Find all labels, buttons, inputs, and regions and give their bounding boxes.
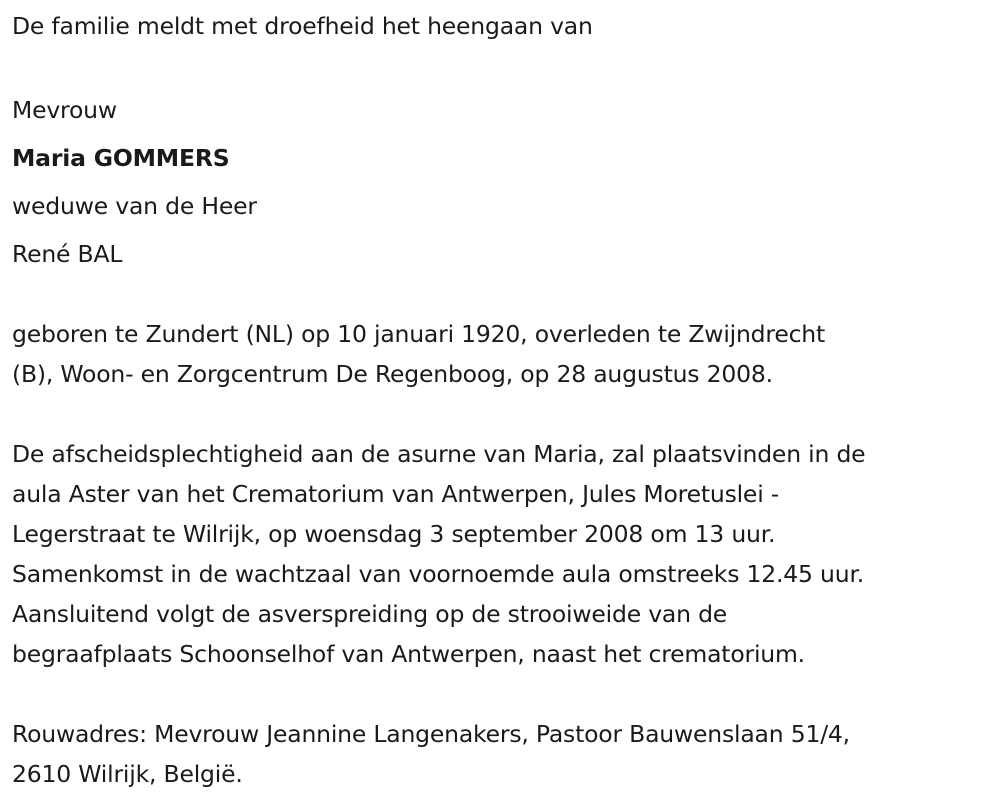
paragraph-line: aula Aster van het Crematorium van Antwerpen, Jules Moretuslei - xyxy=(12,480,780,508)
spacer xyxy=(12,674,992,714)
paragraph-line: (B), Woon- en Zorgcentrum De Regenboog, op 28 augustus 2008. xyxy=(12,360,773,388)
ceremony-paragraph xyxy=(12,434,992,674)
spacer xyxy=(12,46,992,86)
birth-death-paragraph xyxy=(12,314,992,394)
address-paragraph xyxy=(12,714,992,794)
spacer xyxy=(12,278,992,314)
deceased-name: Maria GOMMERS xyxy=(12,144,230,172)
paragraph-line: Rouwadres: Mevrouw Jeannine Langenakers, Pastoor Bauwenslaan 51/4, xyxy=(12,720,850,748)
paragraph-line: geboren te Zundert (NL) op 10 januari 1920, overleden te Zwijndrecht xyxy=(12,320,826,348)
paragraph-line: Aansluitend volgt de asverspreiding op de strooiweide van de xyxy=(12,600,728,628)
paragraph-line: De afscheidsplechtigheid aan de asurne van Maria, zal plaatsvinden in de xyxy=(12,440,866,468)
paragraph-line: Samenkomst in de wachtzaal van voornoemde aula omstreeks 12.45 uur. xyxy=(12,560,865,588)
paragraph-line: begraafplaats Schoonselhof van Antwerpen, naast het crematorium. xyxy=(12,640,805,668)
intro-text: De familie meldt met droefheid het heengaan van xyxy=(12,12,593,40)
spacer xyxy=(12,394,992,434)
paragraph-line: Legerstraat te Wilrijk, op woensdag 3 september 2008 om 13 uur. xyxy=(12,520,776,548)
salutation: Mevrouw xyxy=(12,96,117,124)
spouse-name: René BAL xyxy=(12,240,123,268)
relation-text: weduwe van de Heer xyxy=(12,192,257,220)
obituary-document xyxy=(12,6,992,794)
paragraph-line: 2610 Wilrijk, België. xyxy=(12,760,243,788)
